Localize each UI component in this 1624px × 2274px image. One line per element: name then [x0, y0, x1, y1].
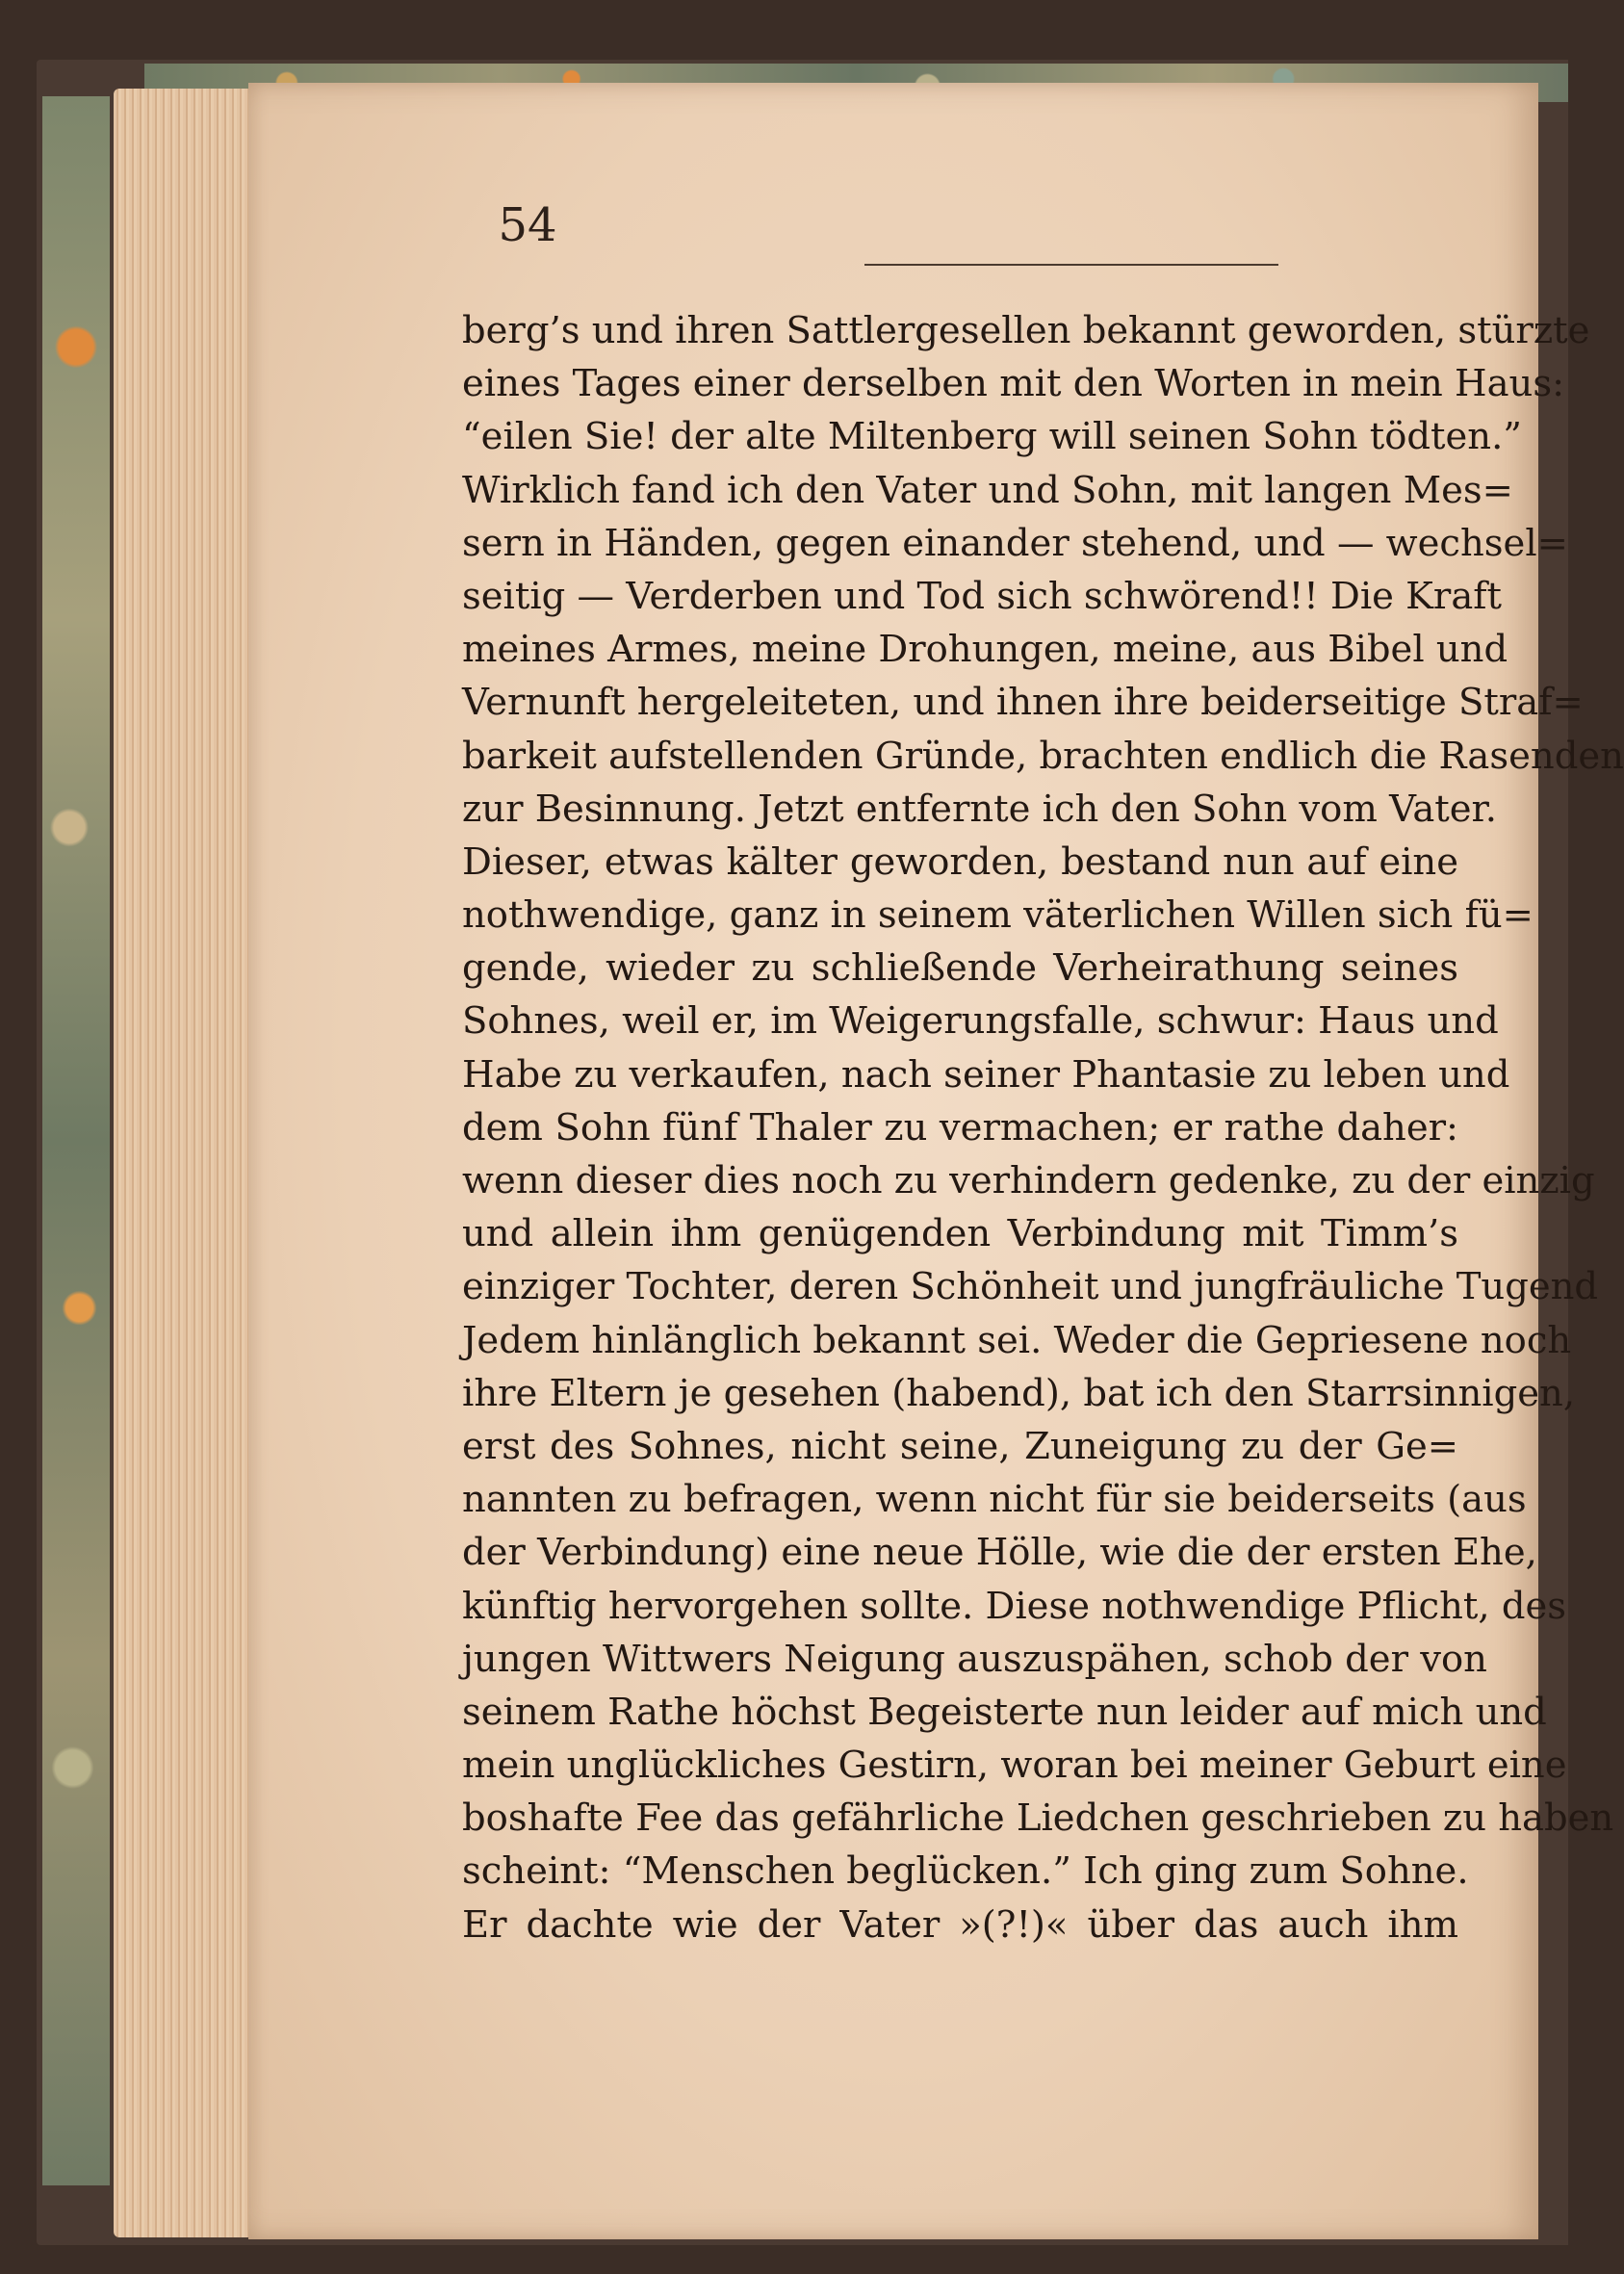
- text-line: nothwendige, ganz in seinem väterlichen Willen sich fü=: [462, 893, 1534, 938]
- text-line: berg’s und ihren Sattlergesellen bekannt geworden, stürzte: [462, 309, 1590, 352]
- text-line: und allein ihm genügenden Verbindung mit Timm’s: [462, 1212, 1458, 1256]
- marbled-endpaper-left: [42, 96, 110, 2185]
- text-line: eines Tages einer derselben mit den Worten in mein Haus:: [462, 362, 1565, 406]
- page-number: 54: [498, 198, 557, 252]
- text-line: barkeit aufstellenden Gründe, brachten endlich die Rasenden: [462, 734, 1624, 778]
- page-edges: [114, 89, 258, 2237]
- text-line: seinem Rathe höchst Begeisterte nun leider auf mich und: [462, 1690, 1547, 1734]
- text-line: sern in Händen, gegen einander stehend, und — wechsel=: [462, 521, 1568, 565]
- text-line: Vernunft hergeleiteten, und ihnen ihre beiderseitige Straf=: [462, 681, 1584, 725]
- text-line: einziger Tochter, deren Schönheit und jungfräuliche Tugend: [462, 1265, 1599, 1309]
- text-line: Wirklich fand ich den Vater und Sohn, mit langen Mes=: [462, 468, 1513, 512]
- text-line: der Verbindung) eine neue Hölle, wie die der ersten Ehe,: [462, 1531, 1537, 1575]
- text-line: boshafte Fee das gefährliche Liedchen geschrieben zu haben: [462, 1796, 1614, 1841]
- body-text: [462, 304, 1624, 1951]
- text-line: Jedem hinlänglich bekannt sei. Weder die Gepriesene noch: [462, 1318, 1572, 1362]
- text-line: zur Besinnung. Jetzt entfernte ich den Sohn vom Vater.: [462, 787, 1497, 831]
- text-line: mein unglückliches Gestirn, woran bei meiner Geburt eine: [462, 1744, 1567, 1788]
- text-line: gende, wieder zu schließende Verheirathung seines: [462, 946, 1458, 991]
- text-line: seitig — Verderben und Tod sich schwörend!! Die Kraft: [462, 574, 1503, 618]
- text-line: dem Sohn fünf Thaler zu vermachen; er rathe daher:: [462, 1105, 1458, 1150]
- text-line: jungen Wittwers Neigung auszuspähen, schob der von: [462, 1637, 1487, 1681]
- text-line: meines Armes, meine Drohungen, meine, aus Bibel und: [462, 628, 1508, 672]
- text-line: erst des Sohnes, nicht seine, Zuneigung zu der Ge=: [462, 1424, 1458, 1468]
- text-line: Er dachte wie der Vater »(?!)« über das auch ihm: [462, 1902, 1458, 1947]
- text-line: ihre Eltern je gesehen (habend), bat ich den Starrsinnigen,: [462, 1371, 1576, 1415]
- text-line: nannten zu befragen, wenn nicht für sie beiderseits (aus: [462, 1478, 1527, 1522]
- text-line: scheint: “Menschen beglücken.” Ich ging zum Sohne.: [462, 1849, 1469, 1894]
- text-line: Dieser, etwas kälter geworden, bestand nun auf eine: [462, 840, 1458, 884]
- header-rule: [864, 264, 1278, 266]
- text-line: Habe zu verkaufen, nach seiner Phantasie zu leben und: [462, 1052, 1510, 1097]
- text-line: “eilen Sie! der alte Miltenberg will seinen Sohn tödten.”: [462, 415, 1522, 459]
- text-line: Sohnes, weil er, im Weigerungsfalle, schwur: Haus und: [462, 999, 1499, 1044]
- text-line: künftig hervorgehen sollte. Diese nothwendige Pflicht, des: [462, 1584, 1567, 1628]
- text-line: wenn dieser dies noch zu verhindern gedenke, zu der einzig: [462, 1159, 1595, 1202]
